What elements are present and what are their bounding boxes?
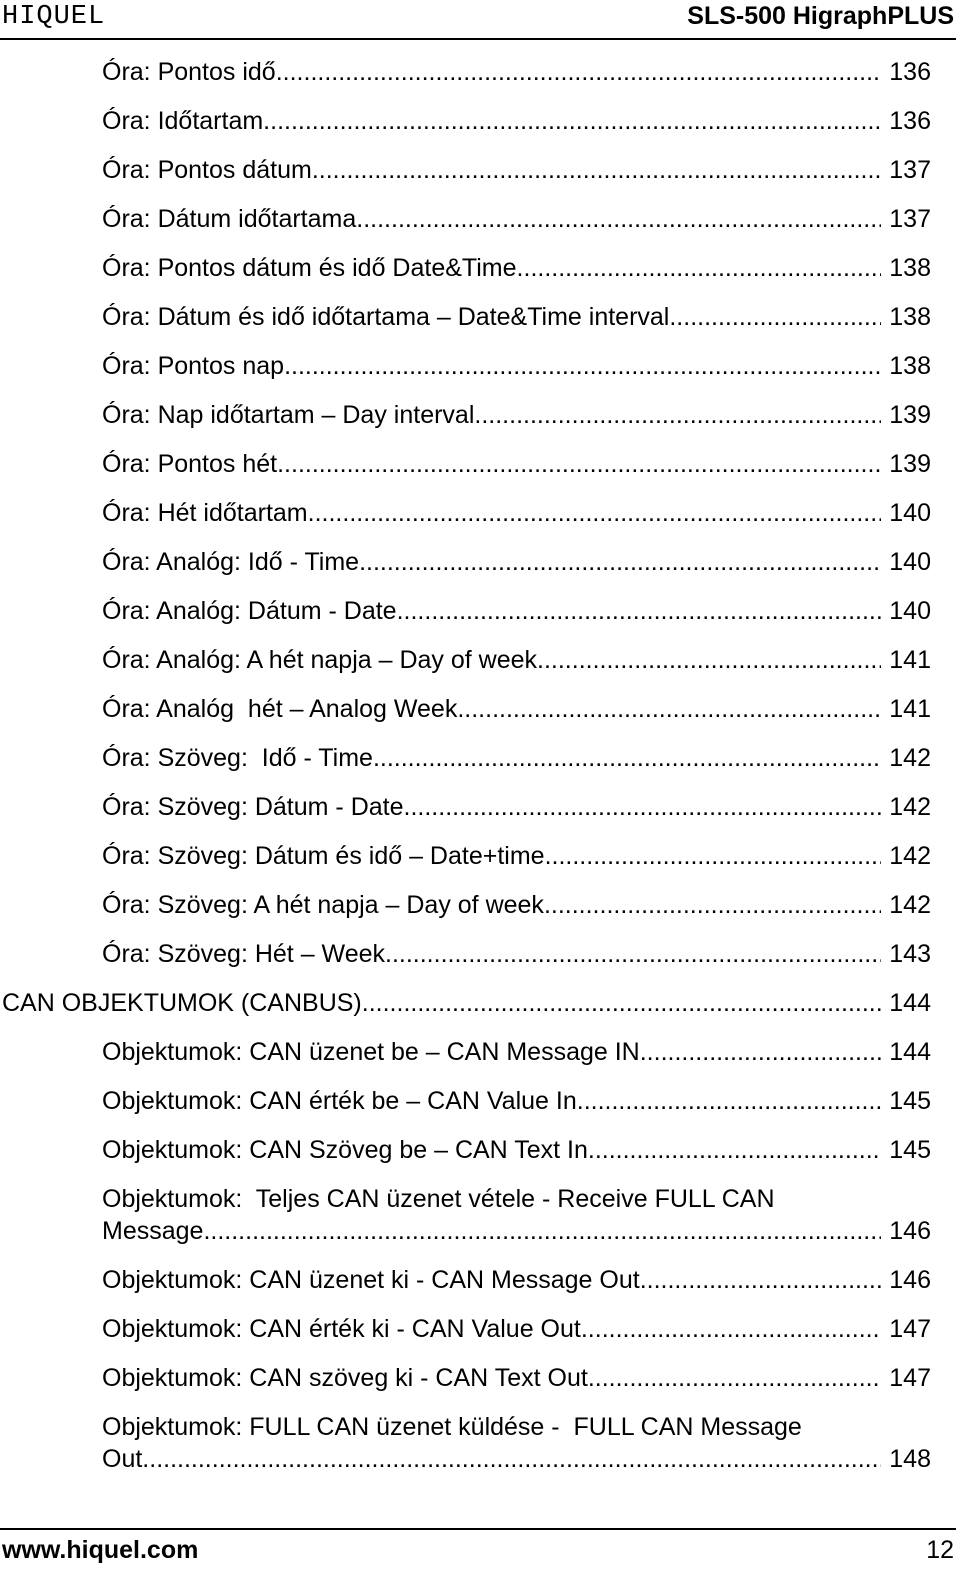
- toc-entry-page: 142: [889, 842, 931, 870]
- toc-entry-page: 138: [889, 254, 931, 282]
- toc-entry[interactable]: [0, 203, 931, 235]
- toc-entry-page: 141: [889, 695, 931, 723]
- toc-entry-title: Óra: Analóg: A hét napja – Day of week: [102, 646, 538, 674]
- page-header: [0, 0, 956, 40]
- toc-entry-page: 137: [889, 205, 931, 233]
- toc-entry-page: 146: [889, 1217, 931, 1245]
- toc-entry-title: Óra: Szöveg: Idő - Time: [102, 744, 373, 772]
- dot-leader: [142, 1443, 881, 1475]
- toc-entry[interactable]: [0, 1313, 931, 1345]
- toc-entry[interactable]: [0, 448, 931, 480]
- toc-entry-page: 141: [889, 646, 931, 674]
- toc-entry-page: 145: [889, 1136, 931, 1164]
- toc-entry-page: 147: [889, 1315, 931, 1343]
- toc-entry-page: 136: [889, 58, 931, 86]
- toc-entry-page: 140: [889, 548, 931, 576]
- dot-leader: [581, 1313, 881, 1345]
- table-of-contents: [0, 56, 960, 1492]
- toc-entry-title: Objektumok: CAN érték ki - CAN Value Out: [102, 1315, 581, 1343]
- toc-entry-page: 138: [889, 352, 931, 380]
- toc-entry[interactable]: [0, 938, 931, 970]
- toc-entry-title: Óra: Analóg: Idő - Time: [102, 548, 360, 576]
- toc-entry-title: Objektumok: CAN üzenet ki - CAN Message Out: [102, 1266, 640, 1294]
- toc-entry[interactable]: [0, 1134, 931, 1166]
- toc-entry-page: 139: [889, 401, 931, 429]
- toc-entry-page: 137: [889, 156, 931, 184]
- dot-leader: [359, 546, 881, 578]
- dot-leader: [277, 448, 881, 480]
- toc-entry[interactable]: [0, 252, 931, 284]
- toc-entry-page: 142: [889, 793, 931, 821]
- toc-entry[interactable]: [0, 595, 931, 627]
- dot-leader: [385, 938, 881, 970]
- toc-entry[interactable]: [0, 399, 931, 431]
- toc-entry-title: Óra: Pontos dátum és idő Date&Time: [102, 254, 517, 282]
- toc-entry[interactable]: [0, 497, 931, 529]
- toc-entry[interactable]: [0, 154, 931, 186]
- toc-entry[interactable]: [0, 1085, 931, 1117]
- toc-entry-title: Óra: Pontos dátum: [102, 156, 312, 184]
- toc-entry-page: 147: [889, 1364, 931, 1392]
- dot-leader: [588, 1362, 881, 1394]
- toc-entry-title: Objektumok: CAN érték be – CAN Value In: [102, 1087, 577, 1115]
- dot-leader: [457, 693, 881, 725]
- toc-entry[interactable]: [0, 1362, 931, 1394]
- page-number: 12: [926, 1536, 954, 1564]
- dot-leader: [537, 644, 881, 676]
- toc-entry-page: 142: [889, 891, 931, 919]
- toc-entry[interactable]: [0, 840, 931, 872]
- dot-leader: [203, 1215, 881, 1247]
- product-name: SLS-500 HigraphPLUS: [687, 2, 954, 30]
- toc-entry-title: Óra: Analóg: Dátum - Date: [102, 597, 397, 625]
- brand-name: HIQUEL: [2, 2, 106, 32]
- dot-leader: [544, 889, 881, 921]
- toc-entry-title: Óra: Analóg hét – Analog Week: [102, 695, 458, 723]
- toc-entry-page: 136: [889, 107, 931, 135]
- toc-entry[interactable]: [0, 56, 931, 88]
- toc-entry[interactable]: [0, 1264, 931, 1296]
- toc-entry-title: Óra: Szöveg: Dátum és idő – Date+time: [102, 842, 545, 870]
- toc-entry-title-line2: Out: [102, 1445, 143, 1473]
- website-link[interactable]: www.hiquel.com: [2, 1536, 199, 1564]
- toc-section-title: CAN OBJEKTUMOK (CANBUS): [2, 989, 362, 1017]
- toc-entry-title: Óra: Dátum időtartama: [102, 205, 357, 233]
- toc-entry[interactable]: [0, 644, 931, 676]
- toc-entry-title-line1: Objektumok: Teljes CAN üzenet vétele - Receive FULL CAN: [102, 1185, 775, 1213]
- toc-entry[interactable]: [0, 889, 931, 921]
- toc-entry-page: 144: [889, 989, 931, 1017]
- dot-leader: [474, 399, 881, 431]
- toc-entry[interactable]: [0, 791, 931, 823]
- dot-leader: [640, 1264, 882, 1296]
- dot-leader: [308, 497, 882, 529]
- toc-entry-page: 140: [889, 597, 931, 625]
- dot-leader: [276, 56, 882, 88]
- toc-entry-page: 143: [889, 940, 931, 968]
- toc-entry-multiline[interactable]: [0, 1411, 931, 1475]
- toc-entry-title: Óra: Időtartam: [102, 107, 264, 135]
- dot-leader: [640, 1036, 882, 1068]
- toc-entry-page: 142: [889, 744, 931, 772]
- dot-leader: [397, 595, 882, 627]
- toc-entry-page: 145: [889, 1087, 931, 1115]
- toc-entry-page: 146: [889, 1266, 931, 1294]
- dot-leader: [545, 840, 882, 872]
- toc-entry[interactable]: [0, 693, 931, 725]
- page-footer: [0, 1528, 956, 1580]
- toc-entry-title: Objektumok: CAN Szöveg be – CAN Text In: [102, 1136, 588, 1164]
- dot-leader: [577, 1085, 882, 1117]
- toc-entry-title-line1: Objektumok: FULL CAN üzenet küldése - FULL CAN Message: [102, 1413, 802, 1441]
- toc-entry-page: 144: [889, 1038, 931, 1066]
- toc-entry-title: Óra: Dátum és idő időtartama – Date&Time interval: [102, 303, 670, 331]
- dot-leader: [312, 154, 881, 186]
- dot-leader: [263, 105, 881, 137]
- toc-entry-page: 148: [889, 1445, 931, 1473]
- dot-leader: [517, 252, 882, 284]
- toc-entry-page: 138: [889, 303, 931, 331]
- toc-entry[interactable]: [0, 742, 931, 774]
- dot-leader: [284, 350, 881, 382]
- dot-leader: [588, 1134, 881, 1166]
- toc-entry[interactable]: [0, 546, 931, 578]
- toc-entry-title-line2: Message: [102, 1217, 204, 1245]
- toc-section-entry[interactable]: [0, 987, 931, 1019]
- toc-entry-title: Objektumok: CAN üzenet be – CAN Message IN: [102, 1038, 640, 1066]
- dot-leader: [373, 742, 881, 774]
- toc-entry-title: Óra: Hét időtartam: [102, 499, 308, 527]
- toc-entry-title: Óra: Pontos hét: [102, 450, 278, 478]
- toc-entry[interactable]: [0, 301, 931, 333]
- toc-entry-title: Óra: Szöveg: A hét napja – Day of week: [102, 891, 544, 919]
- toc-entry-multiline[interactable]: [0, 1183, 931, 1247]
- toc-entry[interactable]: [0, 350, 931, 382]
- toc-entry-page: 140: [889, 499, 931, 527]
- toc-entry-title: Óra: Szöveg: Dátum - Date: [102, 793, 404, 821]
- dot-leader: [362, 987, 882, 1019]
- dot-leader: [669, 301, 881, 333]
- dot-leader: [404, 791, 882, 823]
- toc-entry-title: Óra: Pontos nap: [102, 352, 285, 380]
- toc-entry-title: Óra: Nap időtartam – Day interval: [102, 401, 475, 429]
- dot-leader: [356, 203, 881, 235]
- toc-entry[interactable]: [0, 1036, 931, 1068]
- toc-entry-title: Óra: Szöveg: Hét – Week: [102, 940, 385, 968]
- toc-entry-title: Óra: Pontos idő: [102, 58, 276, 86]
- toc-entry[interactable]: [0, 105, 931, 137]
- toc-entry-title: Objektumok: CAN szöveg ki - CAN Text Out: [102, 1364, 588, 1392]
- toc-entry-page: 139: [889, 450, 931, 478]
